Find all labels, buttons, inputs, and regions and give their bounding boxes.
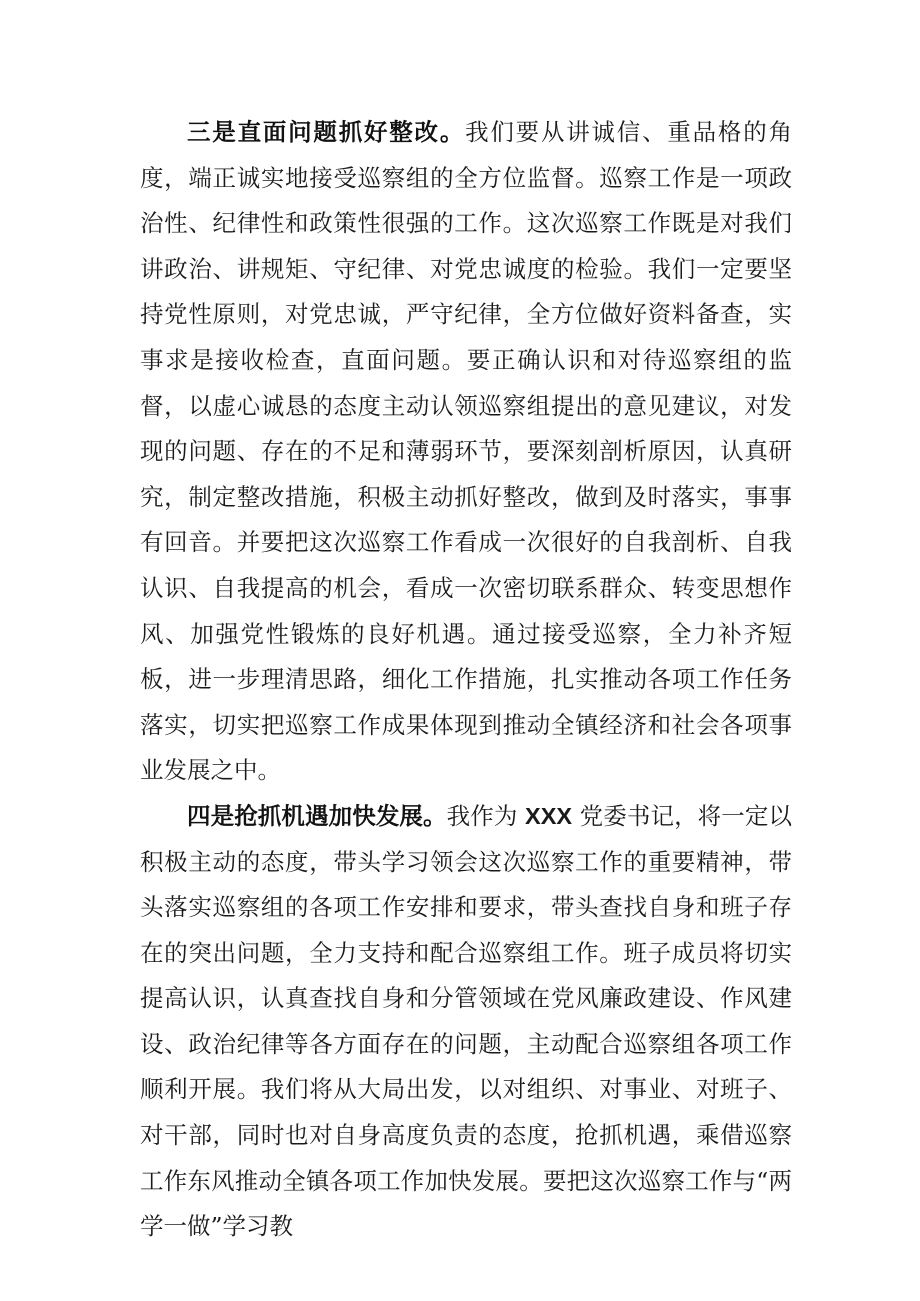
placeholder-org-name: XXX (525, 802, 573, 829)
paragraph-text-rectification: 我们要从讲诚信、重品格的角度，端正诚实地接受巡察组的全方位监督。巡察工作是一项政治性、纪律性和政策性很强的工作。这次巡察工作既是对我们讲政治、讲规矩、守纪律、对党忠诚度的检验。我们一定要坚持党性原则，对党忠诚，严守纪律，全方位做好资料备查，实事求是接收检查，直面问题。要正确认识和对待巡察组的监督，以虚心诚恳的态度主动认领巡察组提出的意见建议，对发现的问题、存在的不足和薄弱环节，要深刻剖析原因，认真研究，制定整改措施，积极主动抓好整改，做到及时落实，事事有回音。并要把这次巡察工作看成一次很好的自我剖析、自我认识、自我提高的机会，看成一次密切联系群众、转变思想作风、加强党性锻炼的良好机遇。通过接受巡察，全力补齐短板，进一步理清思路，细化工作措施，扎实推动各项工作任务落实，切实把巡察工作成果体现到推动全镇经济和社会各项事业发展之中。 (140, 118, 793, 785)
paragraph-text-development-part1: 我作为 (446, 801, 526, 830)
document-body (140, 110, 792, 1250)
paragraph-heading-development: 四是抢抓机遇加快发展。 (187, 801, 447, 830)
paragraph-heading-rectification: 三是直面问题抓好整改。 (187, 118, 466, 146)
paragraph-text-development-part2: 党委书记，将一定以积极主动的态度，带头学习领会这次巡察工作的重要精神，带头落实巡察组的各项工作安排和要求，带头查找自身和班子存在的突出问题，全力支持和配合巡察组工作。班子成员将切实提高认识，认真查找自身和分管领域在党风廉政建设、作风建设、政治纪律等各方面存在的问题，主动配合巡察组各项工作顺利开展。我们将从大局出发，以对组织、对事业、对班子、对干部，同时也对自身高度负责的态度，抢抓机遇，乘借巡察工作东风推动全镇各项工作加快发展。要把这次巡察工作与“两学一做”学习教 (140, 801, 792, 1241)
paragraph-development (140, 794, 792, 1250)
paragraph-rectification (140, 110, 792, 794)
